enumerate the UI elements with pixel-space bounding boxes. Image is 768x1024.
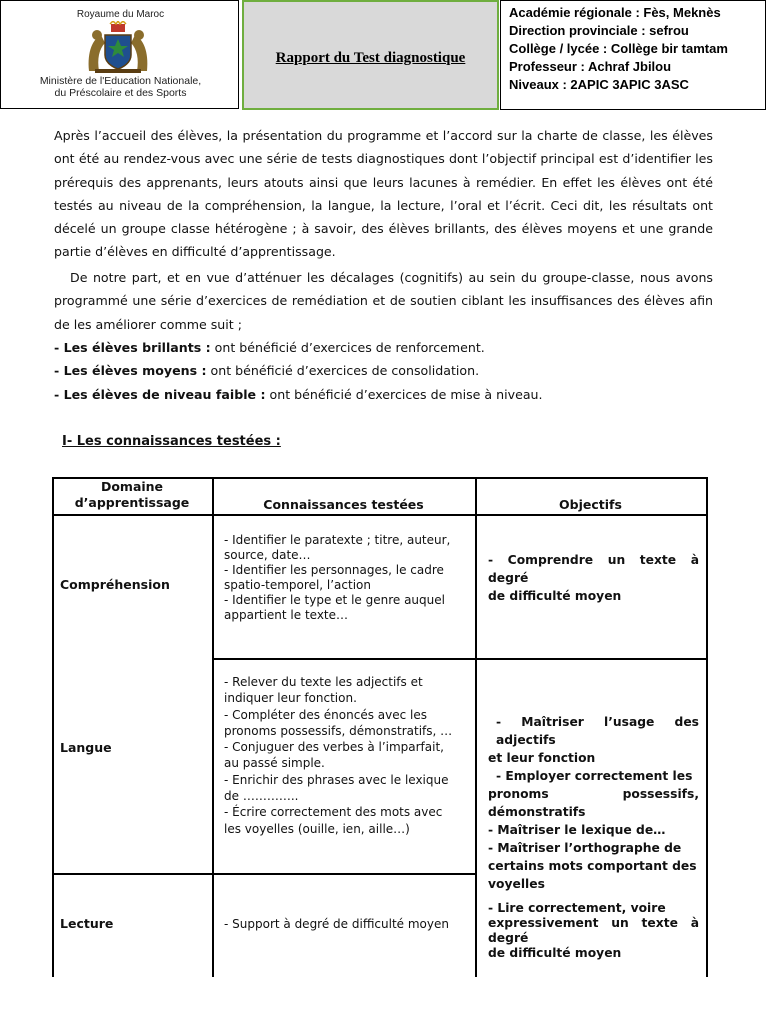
- domain-langue: Langue: [60, 740, 112, 755]
- table-border: [212, 658, 707, 660]
- knowledge-langue: - Relever du texte les adjectifs et indiquer leur fonction. - Compléter des énoncés avec les pronoms possessifs, démonstratifs, … - Conjuguer des verbes à l’imparfait, au passé simple. - Enrichir des phrases avec le lexique de ………….. - Écrire correctement des mots avec les voyelles (ouille, ien, aille…): [224, 675, 453, 836]
- intro-paragraph: [54, 124, 713, 264]
- remediation-paragraph: [54, 266, 713, 336]
- school-info-block: [500, 0, 766, 110]
- table-border: [52, 477, 54, 977]
- report-title: Rapport du Test diagnostique: [275, 50, 466, 66]
- info-teacher: Professeur : Achraf Jbilou: [509, 59, 672, 74]
- intro-line: testés au niveau de la compréhension, la langue, la lecture, l’oral et l’écrit. Ceci dit, les résultats ont: [54, 197, 713, 213]
- bullet-average: - Les élèves moyens : ont bénéficié d’exercices de consolidation.: [54, 363, 480, 378]
- table-border: [475, 477, 477, 977]
- table-border: [52, 873, 476, 875]
- knowledge-table: [52, 477, 707, 977]
- section-title: I- Les connaissances testées :: [62, 434, 281, 449]
- remediation-line: De notre part, et en vue d’atténuer les décalages (cognitifs) au sein du groupe-classe, nous avons: [70, 270, 713, 285]
- intro-line: ont été au rendez-vous avec une série de tests diagnostiques dont l’objectif principal est d’identifier les: [54, 151, 713, 167]
- intro-line: prérequis des apprenants, leurs atouts ainsi que leurs lacunes à remédier. En effet les élèves ont été: [54, 174, 713, 190]
- header-objectives: Objectifs: [559, 497, 622, 512]
- ministry-block: [0, 0, 239, 109]
- knowledge-comprehension: - Identifier le paratexte ; titre, auteur, source, date… - Identifier les personnages, le cadre spatio-temporel, l’action - Identifier le type et le genre auquel appartient le texte…: [224, 533, 451, 622]
- domain-comprehension: Compréhension: [60, 577, 170, 592]
- intro-line: partie d’élèves en difficulté d’apprentissage.: [54, 244, 336, 260]
- remediation-line: programmé une série d’exercices de remédiation et de soutien ciblant les insuffisances des élèves afin: [54, 293, 713, 309]
- objectives-lecture: - Lire correctement, voire expressivement un texte à degré de difficulté moyen: [488, 901, 699, 960]
- info-academy: Académie régionale : Fès, Meknès: [509, 5, 721, 20]
- info-levels: Niveaux : 2APIC 3APIC 3ASC: [509, 77, 689, 92]
- table-border: [212, 477, 214, 977]
- objectives-langue: - Maîtriser l’usage des adjectifs et leur fonction - Employer correctement les pronoms possessifs, démonstratifs - Maîtriser le lexique de… - Maîtriser l’orthographe de certains mots comportant des voyelles: [488, 715, 699, 891]
- domain-lecture: Lecture: [60, 916, 114, 931]
- remediation-line: de les améliorer comme suit ;: [54, 316, 242, 332]
- table-border: [52, 514, 707, 516]
- table-border: [706, 477, 708, 977]
- info-direction: Direction provinciale : sefrou: [509, 23, 689, 38]
- bullet-brilliant: - Les élèves brillants : ont bénéficié d’exercices de renforcement.: [54, 340, 485, 355]
- header-knowledge: Connaissances testées: [263, 497, 424, 512]
- knowledge-lecture: - Support à degré de difficulté moyen: [224, 917, 449, 931]
- bullet-weak: - Les élèves de niveau faible : ont bénéficié d’exercices de mise à niveau.: [54, 387, 543, 402]
- royal-emblem-icon: [83, 21, 153, 73]
- intro-line: Après l’accueil des élèves, la présentation du programme et l’accord sur la charte de classe, les élèves: [54, 128, 713, 143]
- objectives-comprehension: - Comprendre un texte à degré de difficulté moyen: [488, 553, 699, 603]
- title-block: [242, 0, 499, 110]
- info-school: Collège / lycée : Collège bir tamtam: [509, 41, 728, 56]
- ministry-name: Ministère de l'Education Nationale, du Préscolaire et des Sports: [39, 75, 202, 99]
- intro-line: décelé un groupe classe hétérogène ; à savoir, des élèves brillants, des élèves moyens et une grande: [54, 221, 713, 237]
- header-domain: Domaine d’apprentissage: [74, 479, 190, 510]
- kingdom-label: Royaume du Maroc: [76, 9, 165, 20]
